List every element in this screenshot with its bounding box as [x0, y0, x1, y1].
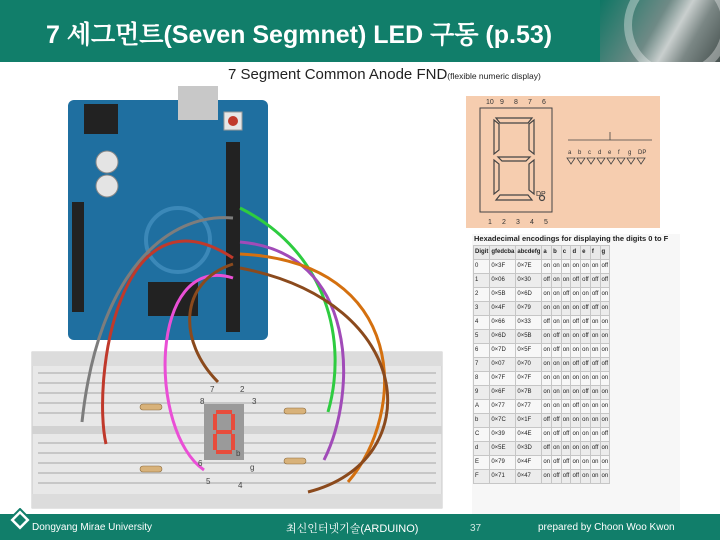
table-cell: F [474, 470, 490, 484]
table-row [474, 344, 610, 358]
hex-header-cell: Digit [474, 246, 490, 260]
table-cell: on [542, 372, 552, 386]
fnd-pinout-svg [466, 96, 660, 228]
fnd-schematic [568, 132, 652, 140]
table-cell: on [561, 414, 571, 428]
table-cell: off [590, 288, 600, 302]
table-cell: 5 [474, 330, 490, 344]
table-cell: on [581, 470, 591, 484]
table-cell: on [581, 442, 591, 456]
power-header [72, 202, 84, 312]
subtitle-main: 7 Segment Common Anode FND [228, 66, 448, 83]
table-cell: on [552, 288, 562, 302]
table-cell: off [571, 470, 581, 484]
table-cell: off [581, 316, 591, 330]
hex-header-cell: b [552, 246, 562, 260]
capacitor-2 [96, 175, 118, 197]
table-cell: on [552, 316, 562, 330]
footer-course: 최신인터넷기술(ARDUINO) [286, 523, 419, 535]
table-cell: 0×5B [516, 330, 542, 344]
table-cell: 0×70 [516, 358, 542, 372]
table-row [474, 456, 610, 470]
table-cell: on [590, 414, 600, 428]
table-cell: off [552, 428, 562, 442]
table-cell: 0×30 [516, 274, 542, 288]
table-cell: on [590, 470, 600, 484]
hex-header-cell: d [571, 246, 581, 260]
table-cell: 0×07 [490, 358, 516, 372]
table-cell: off [600, 274, 610, 288]
title-bar-ring-decoration [624, 0, 720, 62]
table-cell: on [542, 358, 552, 372]
footer-page-number: 37 [470, 523, 482, 534]
table-cell: on [561, 316, 571, 330]
table-cell: on [590, 344, 600, 358]
fnd-pin-7: 7 [528, 99, 532, 106]
fnd-pin-10: 10 [486, 99, 494, 106]
hex-header-cell: f [590, 246, 600, 260]
table-cell: on [581, 344, 591, 358]
subtitle-small: (flexible numeric display) [447, 71, 541, 81]
fnd-pin-1: 1 [488, 219, 492, 226]
table-row [474, 414, 610, 428]
table-cell: 0×6F [490, 386, 516, 400]
table-cell: 0×7E [516, 260, 542, 274]
fnd-pin-8: 8 [514, 99, 518, 106]
table-row [474, 288, 610, 302]
table-row [474, 428, 610, 442]
footer-university: Dongyang Mirae University [32, 522, 153, 533]
table-cell: on [571, 330, 581, 344]
table-row [474, 358, 610, 372]
table-row [474, 372, 610, 386]
table-cell: 0×5B [490, 288, 516, 302]
table-cell: on [581, 428, 591, 442]
fnd-pin-6: 6 [542, 99, 546, 106]
table-cell: off [542, 316, 552, 330]
table-cell: on [542, 400, 552, 414]
hex-header-cell: gfedcba [490, 246, 516, 260]
table-cell: on [600, 470, 610, 484]
table-row [474, 470, 610, 484]
table-cell: off [581, 358, 591, 372]
table-cell: on [552, 386, 562, 400]
table-cell: on [552, 260, 562, 274]
table-cell: 0×1F [516, 414, 542, 428]
table-cell: off [600, 358, 610, 372]
table-cell: off [561, 288, 571, 302]
table-cell: on [542, 260, 552, 274]
table-cell: on [552, 442, 562, 456]
table-cell: 6 [474, 344, 490, 358]
table-cell: on [600, 316, 610, 330]
fnd-seg-b: b [578, 150, 582, 156]
table-cell: on [561, 302, 571, 316]
table-cell: 0×7F [490, 372, 516, 386]
table-cell: on [561, 386, 571, 400]
table-cell: 0×7F [516, 372, 542, 386]
table-cell: on [561, 344, 571, 358]
table-cell: off [552, 456, 562, 470]
table-cell: 0×4E [516, 428, 542, 442]
table-cell: on [571, 428, 581, 442]
table-cell: off [561, 456, 571, 470]
table-cell: b [474, 414, 490, 428]
table-cell: off [571, 358, 581, 372]
table-cell: 0×7C [490, 414, 516, 428]
slide-title: 7 세그먼트(Seven Segmnet) LED 구동 (p.53) [46, 21, 553, 49]
fnd-seg-c: c [588, 150, 591, 156]
table-cell: on [581, 260, 591, 274]
table-cell: on [590, 330, 600, 344]
table-cell: on [571, 372, 581, 386]
table-cell: 0×33 [516, 316, 542, 330]
table-cell: on [581, 372, 591, 386]
table-row [474, 400, 610, 414]
table-cell: on [600, 288, 610, 302]
table-cell: on [552, 302, 562, 316]
fnd-seg-d: d [598, 150, 602, 156]
table-cell: 3 [474, 302, 490, 316]
table-row [474, 302, 610, 316]
table-cell: on [571, 456, 581, 470]
table-cell: on [571, 260, 581, 274]
table-cell: on [561, 442, 571, 456]
table-cell: on [561, 274, 571, 288]
table-cell: d [474, 442, 490, 456]
table-cell: on [571, 344, 581, 358]
table-cell: C [474, 428, 490, 442]
table-cell: on [600, 400, 610, 414]
table-cell: off [581, 274, 591, 288]
footer-author: prepared by Choon Woo Kwon [538, 522, 675, 533]
table-cell: on [542, 344, 552, 358]
table-row [474, 442, 610, 456]
fnd-pin-3: 3 [516, 219, 520, 226]
pin-label-g: g [250, 463, 255, 472]
table-cell: on [600, 302, 610, 316]
table-cell: off [561, 470, 571, 484]
hex-header-cell: c [561, 246, 571, 260]
table-cell: 0×06 [490, 274, 516, 288]
table-cell: 0×39 [490, 428, 516, 442]
table-cell: off [571, 316, 581, 330]
slide-subtitle [228, 66, 541, 83]
hex-encoding-table-panel [472, 234, 680, 516]
table-cell: 0×5F [516, 344, 542, 358]
table-cell: off [542, 274, 552, 288]
hex-header-cell: abcdefg [516, 246, 542, 260]
table-row [474, 274, 610, 288]
table-cell: off [590, 358, 600, 372]
table-cell: on [600, 442, 610, 456]
table-cell: on [581, 456, 591, 470]
table-cell: on [552, 274, 562, 288]
table-cell: on [590, 400, 600, 414]
table-cell: on [600, 456, 610, 470]
table-cell: on [571, 386, 581, 400]
pin-label-5: 5 [206, 477, 211, 486]
hex-header-cell: a [542, 246, 552, 260]
table-cell: on [600, 386, 610, 400]
table-cell: on [600, 372, 610, 386]
table-cell: off [600, 428, 610, 442]
table-cell: on [600, 414, 610, 428]
table-cell: on [542, 330, 552, 344]
logo-diamond-icon [8, 508, 32, 532]
hex-encoding-table [473, 245, 610, 484]
table-cell: 0×77 [490, 400, 516, 414]
table-cell: on [600, 344, 610, 358]
table-cell: A [474, 400, 490, 414]
table-cell: on [561, 400, 571, 414]
table-cell: 0 [474, 260, 490, 274]
table-cell: on [581, 414, 591, 428]
table-cell: off [581, 330, 591, 344]
table-cell: off [552, 470, 562, 484]
table-cell: on [561, 358, 571, 372]
fnd-seg-dp: DP [638, 150, 647, 156]
table-cell: on [552, 400, 562, 414]
fnd-pin-2: 2 [502, 219, 506, 226]
table-cell: 0×6D [516, 288, 542, 302]
table-cell: 7 [474, 358, 490, 372]
fnd-seg-g: g [628, 150, 632, 156]
table-row [474, 386, 610, 400]
table-cell: on [581, 288, 591, 302]
table-cell: 0×79 [490, 456, 516, 470]
table-cell: off [552, 344, 562, 358]
digital-header [226, 142, 240, 332]
hex-table-title: Hexadecimal encodings for displaying the digits 0 to F [474, 234, 669, 243]
table-cell: on [581, 400, 591, 414]
table-cell: on [571, 442, 581, 456]
table-cell: 0×3D [516, 442, 542, 456]
capacitor-1 [96, 151, 118, 173]
table-cell: off [590, 442, 600, 456]
table-cell: on [590, 456, 600, 470]
table-cell: on [552, 358, 562, 372]
fnd-dp-label: DP [536, 191, 546, 198]
table-cell: on [561, 260, 571, 274]
table-cell: on [552, 372, 562, 386]
hex-table-header-row [474, 246, 610, 260]
table-cell: on [590, 428, 600, 442]
table-cell: off [552, 330, 562, 344]
table-cell: 9 [474, 386, 490, 400]
table-cell: off [600, 260, 610, 274]
breadboard-bottom-rail [32, 494, 442, 508]
table-cell: off [590, 302, 600, 316]
usb-connector [178, 86, 218, 120]
table-cell: off [581, 302, 591, 316]
fnd-pinout-diagram [466, 96, 660, 228]
table-cell: 0×4F [490, 302, 516, 316]
fnd-seg-a: a [568, 150, 572, 156]
table-cell: on [590, 316, 600, 330]
table-cell: 0×7B [516, 386, 542, 400]
table-cell: off [542, 414, 552, 428]
table-cell: on [542, 288, 552, 302]
table-cell: on [542, 456, 552, 470]
arduino-breadboard-illustration [28, 82, 448, 512]
table-cell: off [542, 442, 552, 456]
table-cell: off [590, 274, 600, 288]
pin-label-8: 8 [200, 397, 205, 406]
table-cell: on [571, 288, 581, 302]
table-cell: on [542, 302, 552, 316]
table-cell: on [542, 386, 552, 400]
table-cell: 0×3F [490, 260, 516, 274]
table-cell: 0×47 [516, 470, 542, 484]
power-jack [84, 104, 118, 134]
fnd-pin-4: 4 [530, 219, 534, 226]
table-row [474, 330, 610, 344]
table-cell: on [571, 302, 581, 316]
table-row [474, 316, 610, 330]
table-cell: on [561, 330, 571, 344]
table-cell: off [571, 400, 581, 414]
pin-label-2: 2 [240, 385, 245, 394]
fnd-seg-f: f [618, 150, 620, 156]
table-cell: on [590, 260, 600, 274]
table-cell: off [581, 386, 591, 400]
table-cell: 0×79 [516, 302, 542, 316]
reset-button-cap [228, 116, 238, 126]
table-cell: 2 [474, 288, 490, 302]
table-cell: on [590, 386, 600, 400]
fnd-led-symbols [567, 158, 645, 164]
pin-label-7: 7 [210, 385, 215, 394]
table-cell: 4 [474, 316, 490, 330]
table-cell: on [542, 470, 552, 484]
table-cell: off [561, 428, 571, 442]
table-cell: off [571, 274, 581, 288]
table-cell: 0×77 [516, 400, 542, 414]
hex-header-cell: g [600, 246, 610, 260]
pin-label-4: 4 [238, 481, 243, 490]
table-cell: 0×7D [490, 344, 516, 358]
hex-header-cell: e [581, 246, 591, 260]
table-cell: on [561, 372, 571, 386]
table-cell: on [590, 372, 600, 386]
table-cell: 0×5E [490, 442, 516, 456]
table-row [474, 260, 610, 274]
table-cell: 0×66 [490, 316, 516, 330]
pin-label-3: 3 [252, 397, 257, 406]
fnd-segments [494, 118, 545, 201]
table-cell: 0×6D [490, 330, 516, 344]
fnd-seg-e: e [608, 150, 612, 156]
table-cell: 0×71 [490, 470, 516, 484]
fnd-pin-5: 5 [544, 219, 548, 226]
fnd-pin-9: 9 [500, 99, 504, 106]
table-cell: 1 [474, 274, 490, 288]
hex-table-body [474, 260, 610, 484]
table-cell: on [542, 428, 552, 442]
table-cell: off [552, 414, 562, 428]
table-cell: 8 [474, 372, 490, 386]
pin-label-6: 6 [198, 459, 203, 468]
pin-label-b: b [236, 449, 241, 458]
table-cell: on [571, 414, 581, 428]
table-cell: E [474, 456, 490, 470]
table-cell: on [600, 330, 610, 344]
table-cell: 0×4F [516, 456, 542, 470]
